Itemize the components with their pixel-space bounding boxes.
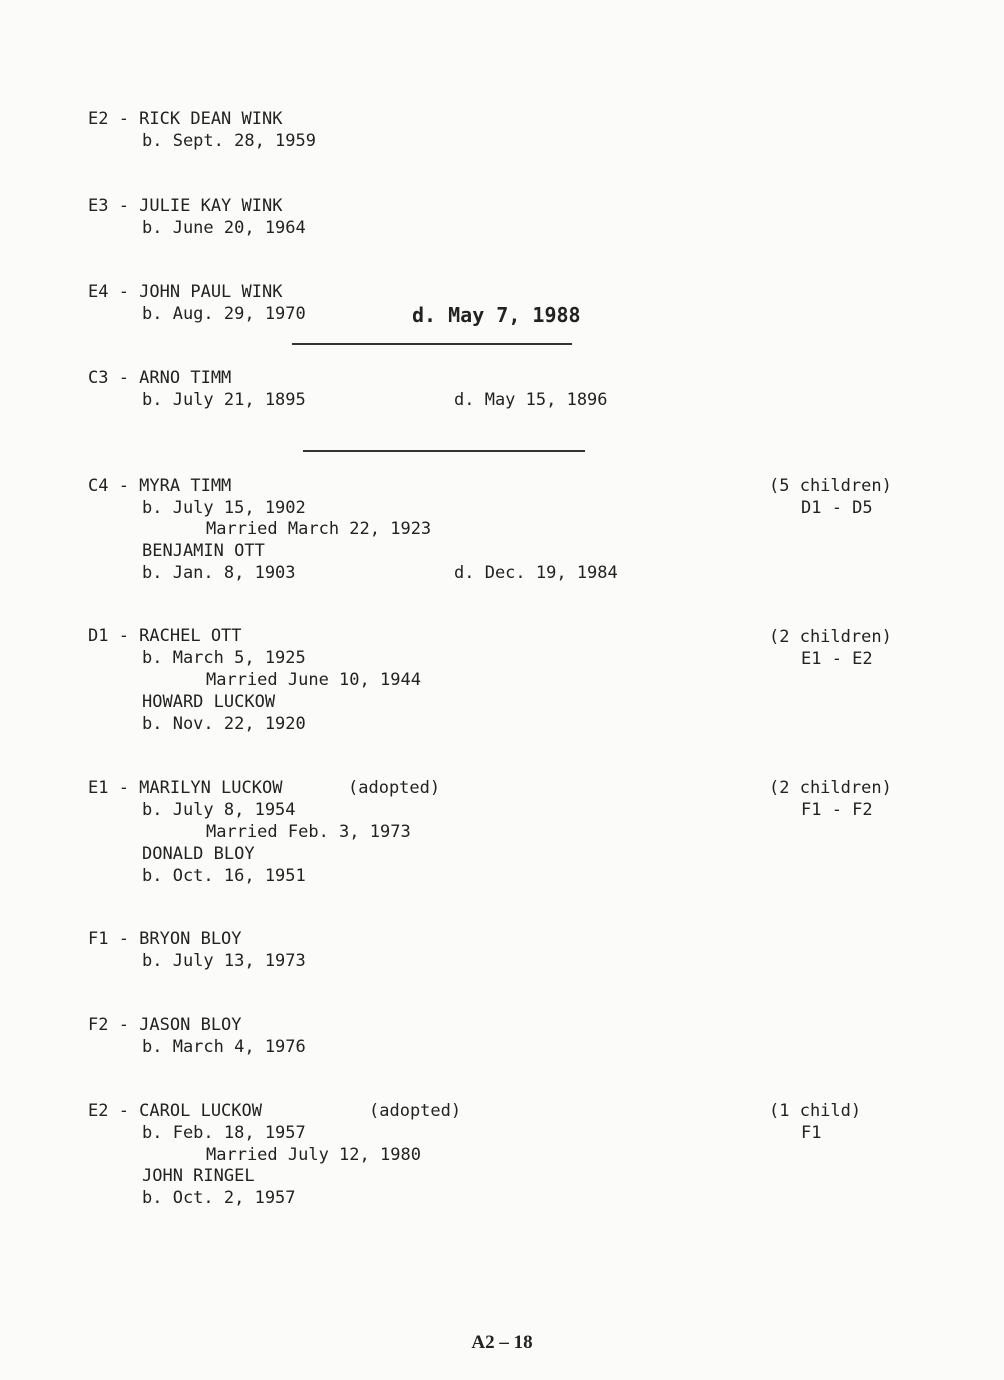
birth-date: b. July 15, 1902: [142, 498, 306, 518]
children-range: E1 - E2: [801, 649, 873, 669]
marriage-date: Married Feb. 3, 1973: [206, 822, 411, 842]
marriage-date: Married March 22, 1923: [206, 519, 432, 539]
page-number: A2 – 18: [471, 1332, 533, 1353]
spouse-name: BENJAMIN OTT: [142, 541, 265, 561]
birth-date: b. March 5, 1925: [142, 648, 306, 668]
death-date: d. May 7, 1988: [412, 303, 581, 327]
birth-date: b. June 20, 1964: [142, 218, 306, 238]
adoption-note: (adopted): [348, 778, 441, 798]
spouse-name: HOWARD LUCKOW: [142, 692, 276, 712]
entry-heading: C3 - ARNO TIMM: [88, 368, 232, 388]
birth-date: b. Feb. 18, 1957: [142, 1123, 306, 1143]
spouse-birth-date: b. Oct. 2, 1957: [142, 1188, 296, 1208]
children-count: (2 children): [769, 778, 892, 798]
children-range: D1 - D5: [801, 498, 873, 518]
separator-line: [292, 343, 572, 345]
spouse-birth-date: b. Oct. 16, 1951: [142, 866, 306, 886]
spouse-name: JOHN RINGEL: [142, 1166, 255, 1186]
entry-heading: F2 - JASON BLOY: [88, 1015, 242, 1035]
spouse-name: DONALD BLOY: [142, 844, 255, 864]
entry-heading: F1 - BRYON BLOY: [88, 929, 242, 949]
entry-heading: E1 - MARILYN LUCKOW: [88, 778, 283, 798]
birth-date: b. Sept. 28, 1959: [142, 131, 316, 151]
entry-heading: C4 - MYRA TIMM: [88, 476, 232, 496]
entry-heading: E2 - RICK DEAN WINK: [88, 109, 283, 129]
birth-date: b. Aug. 29, 1970: [142, 304, 306, 324]
entry-heading: E3 - JULIE KAY WINK: [88, 196, 283, 216]
children-count: (5 children): [769, 476, 892, 496]
spouse-birth-date: b. Jan. 8, 1903: [142, 563, 296, 583]
separator-line: [303, 450, 585, 452]
children-count: (2 children): [769, 627, 892, 647]
spouse-death-date: d. Dec. 19, 1984: [454, 563, 618, 583]
adoption-note: (adopted): [369, 1101, 462, 1121]
birth-date: b. March 4, 1976: [142, 1037, 306, 1057]
marriage-date: Married July 12, 1980: [206, 1145, 421, 1165]
death-date: d. May 15, 1896: [454, 390, 608, 410]
birth-date: b. July 8, 1954: [142, 800, 296, 820]
birth-date: b. July 13, 1973: [142, 951, 306, 971]
marriage-date: Married June 10, 1944: [206, 670, 421, 690]
children-range: F1: [801, 1123, 822, 1143]
children-range: F1 - F2: [801, 800, 873, 820]
entry-heading: E4 - JOHN PAUL WINK: [88, 282, 283, 302]
entry-heading: D1 - RACHEL OTT: [88, 626, 242, 646]
children-count: (1 child): [769, 1101, 862, 1121]
birth-date: b. July 21, 1895: [142, 390, 306, 410]
spouse-birth-date: b. Nov. 22, 1920: [142, 714, 306, 734]
entry-heading: E2 - CAROL LUCKOW: [88, 1101, 262, 1121]
